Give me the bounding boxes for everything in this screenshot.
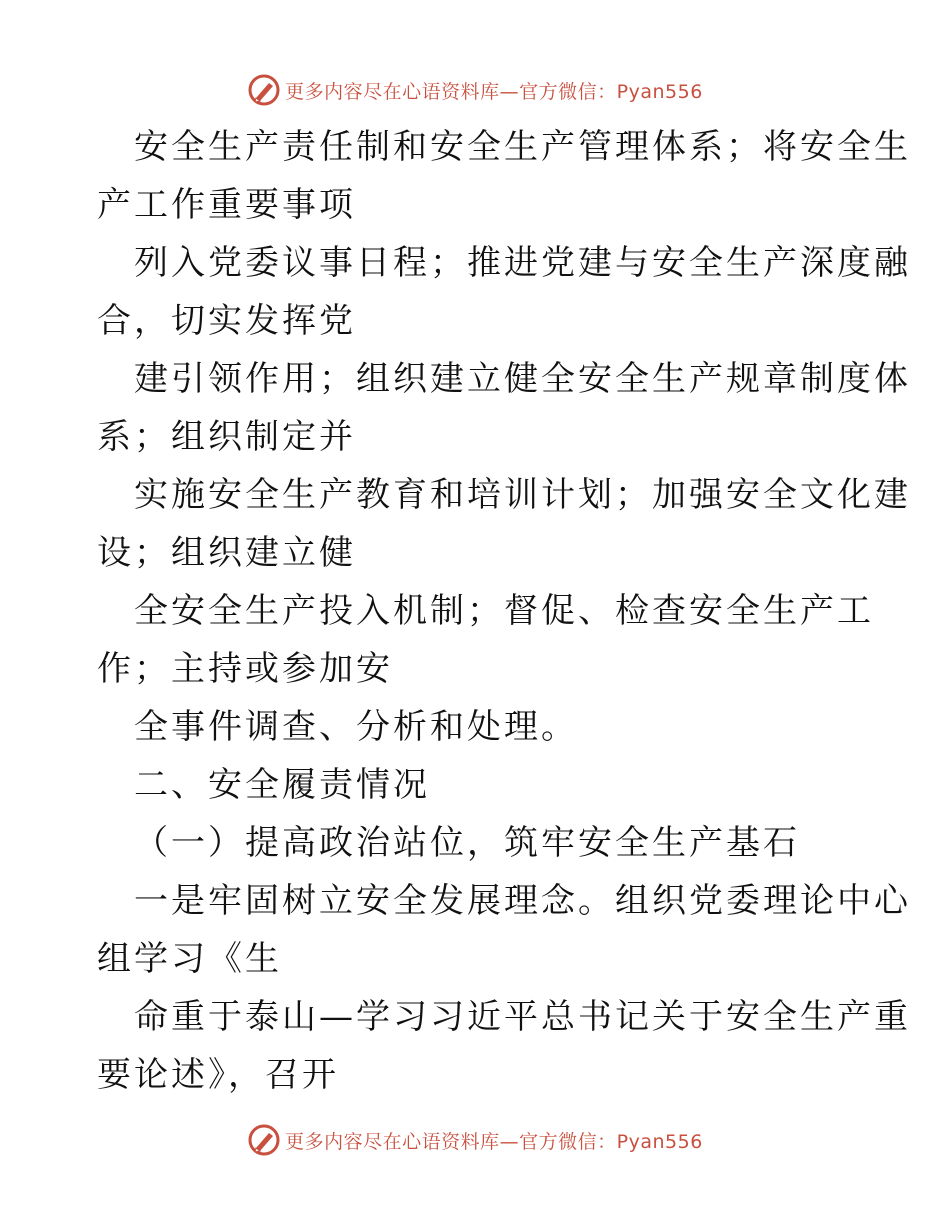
text-line: 系；组织制定并	[97, 417, 356, 457]
text-line: 一是牢固树立安全发展理念。组织党委理论中心	[134, 881, 911, 921]
text-line: 设；组织建立健	[97, 533, 356, 573]
watermark-text: 更多内容尽在心语资料库—官方微信：Pyan556	[285, 1130, 703, 1153]
text-line: 作；主持或参加安	[97, 649, 393, 689]
pen-logo-icon	[247, 1123, 281, 1157]
watermark-text: 更多内容尽在心语资料库—官方微信：Pyan556	[285, 80, 703, 103]
text-line: 全安全生产投入机制；督促、检查安全生产工	[134, 591, 874, 631]
text-line: 命重于泰山—学习习近平总书记关于安全生产重	[134, 997, 911, 1037]
pen-logo-icon	[247, 73, 281, 107]
text-line: 列入党委议事日程；推进党建与安全生产深度融	[134, 243, 911, 283]
text-line: 全事件调查、分析和处理。	[134, 707, 578, 747]
text-line: 安全生产责任制和安全生产管理体系；将安全生	[134, 127, 911, 167]
text-line: 实施安全生产教育和培训计划；加强安全文化建	[134, 475, 911, 515]
subsection-heading: （一）提高政治站位，筑牢安全生产基石	[134, 823, 800, 863]
footer-watermark	[0, 1120, 950, 1160]
text-line: 要论述》，召开	[97, 1055, 339, 1095]
text-line: 建引领作用；组织建立健全安全生产规章制度体	[134, 359, 911, 399]
section-heading: 二、安全履责情况	[134, 765, 430, 805]
text-line: 产工作重要事项	[97, 185, 356, 225]
text-line: 组学习《生	[97, 939, 282, 979]
header-watermark	[0, 70, 950, 110]
text-line: 合，切实发挥党	[97, 301, 356, 341]
